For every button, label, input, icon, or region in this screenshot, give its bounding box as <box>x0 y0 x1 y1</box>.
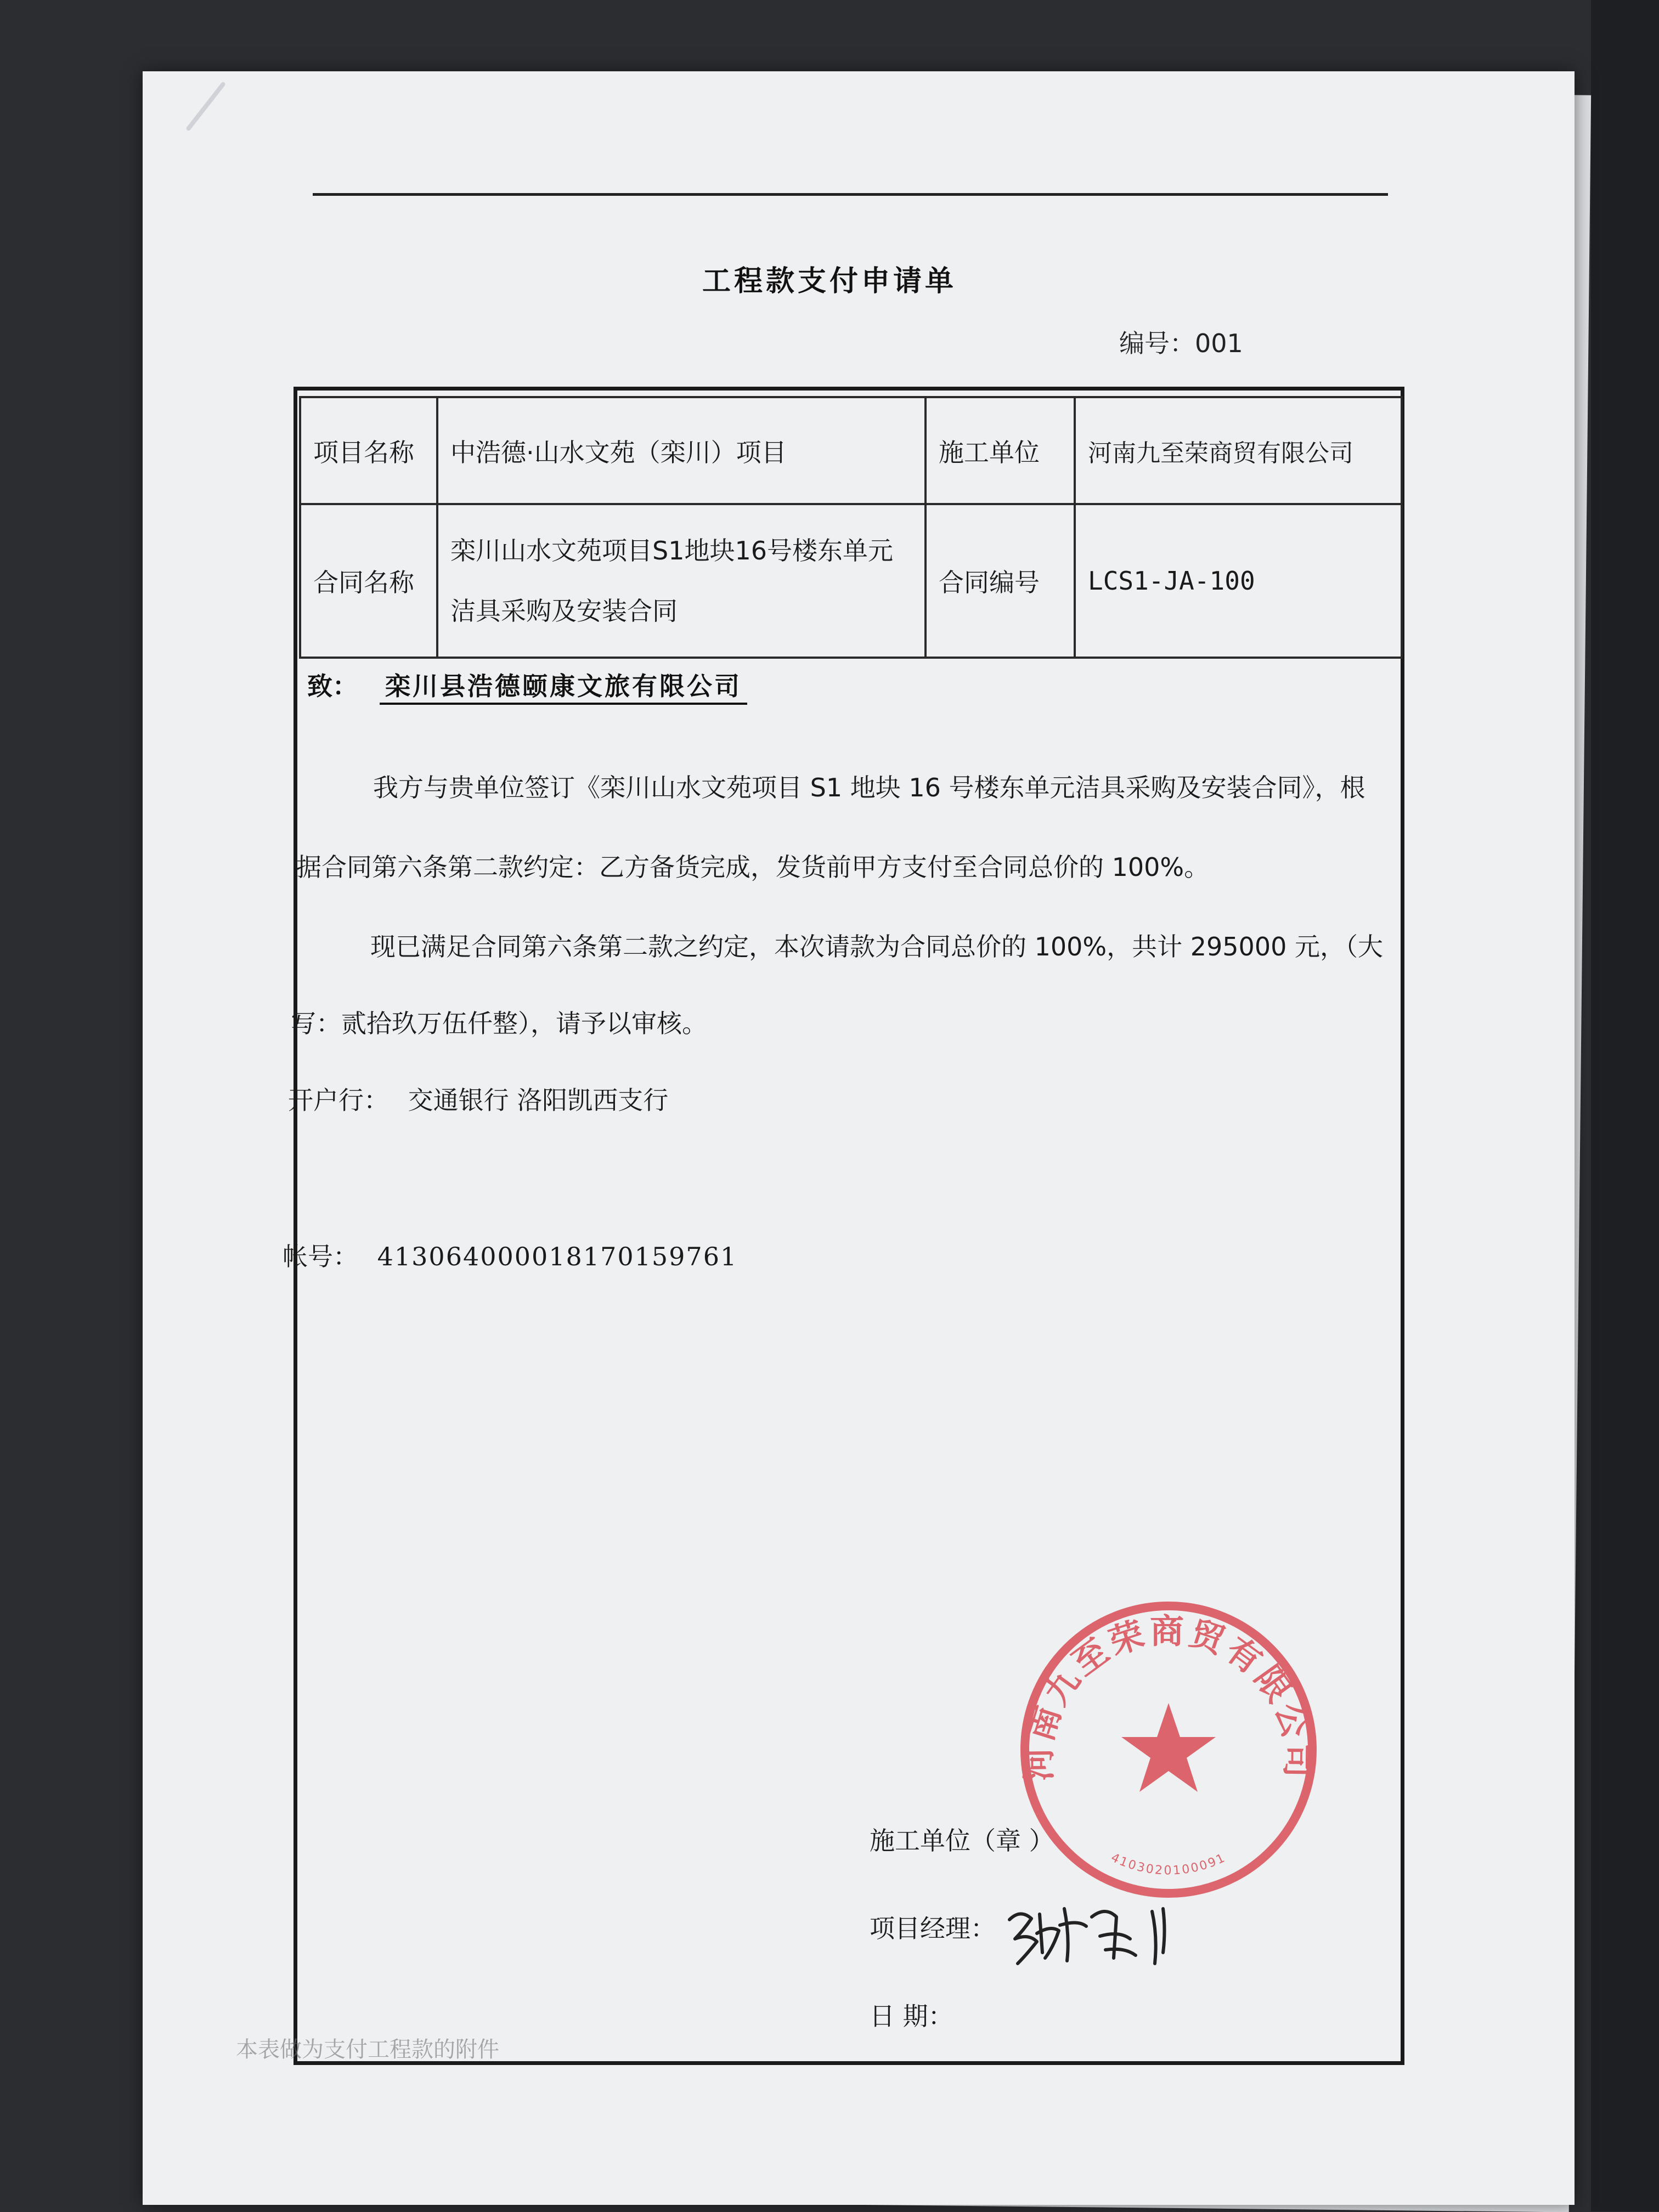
builder-label: 施工单位 <box>926 397 1075 504</box>
header-rule <box>313 193 1388 196</box>
contract-no-value: LCS1-JA-100 <box>1075 504 1402 658</box>
project-name-label: 项目名称 <box>300 397 437 504</box>
table-row <box>300 504 1402 658</box>
contract-name-label: 合同名称 <box>300 504 437 658</box>
serial-number: 编号：001 <box>1119 329 1243 358</box>
bank-line <box>288 1080 668 1117</box>
contract-name-line-1: 栾川山水文苑项目S1地块16号楼东单元 <box>450 535 893 565</box>
paragraph-1-line-2: 据合同第六条第二款约定：乙方备货完成，发货前甲方支付至合同总价的 100%。 <box>296 852 1210 882</box>
company-seal <box>1009 1591 1328 1909</box>
account-label: 帐号： <box>283 1242 358 1271</box>
addressee-label: 致： <box>307 671 358 701</box>
account-line <box>283 1237 737 1273</box>
addressee-name: 栾川县浩德颐康文旅有限公司 <box>380 666 747 705</box>
date-label: 日 期： <box>870 2001 953 2031</box>
footnote: 本表做为支付工程款的附件 <box>236 2037 499 2062</box>
manager-signature <box>998 1887 1180 1969</box>
project-name-value: 中浩德·山水文苑（栾川）项目 <box>437 397 926 504</box>
desk-background <box>1591 0 1659 2211</box>
table-row <box>300 397 1402 504</box>
svg-text:4103020100091: 4103020100091 <box>1108 1851 1229 1878</box>
bank-value: 交通银行 洛阳凯西支行 <box>408 1085 669 1115</box>
account-value: 413064000018170159761 <box>377 1242 738 1271</box>
paragraph-2-line-1: 现已满足合同第六条第二款之约定，本次请款为合同总价的 100%，共计 295000 元，（大 <box>370 932 1383 961</box>
addressee-line <box>307 666 747 705</box>
info-table <box>299 396 1403 659</box>
svg-text:河南九至荣商贸有限公司: 河南九至荣商贸有限公司 <box>1018 1611 1319 1781</box>
builder-seal-label: 施工单位（章 ） <box>870 1826 1054 1855</box>
paragraph-2-line-2: 写：贰拾玖万伍仟整），请予以审核。 <box>291 1009 707 1038</box>
bank-label: 开户行： <box>288 1085 389 1115</box>
manager-label: 项目经理： <box>870 1914 996 1943</box>
contract-name-line-2: 洁具采购及安装合同 <box>450 596 678 626</box>
paragraph-1-line-1: 我方与贵单位签订《栾川山水文苑项目 S1 地块 16 号楼东单元洁具采购及安装合同》，根 <box>373 773 1365 802</box>
document-title: 工程款支付申请单 <box>702 264 957 298</box>
contract-no-label: 合同编号 <box>926 504 1075 658</box>
contract-name-value <box>437 504 926 658</box>
builder-value: 河南九至荣商贸有限公司 <box>1075 397 1402 504</box>
